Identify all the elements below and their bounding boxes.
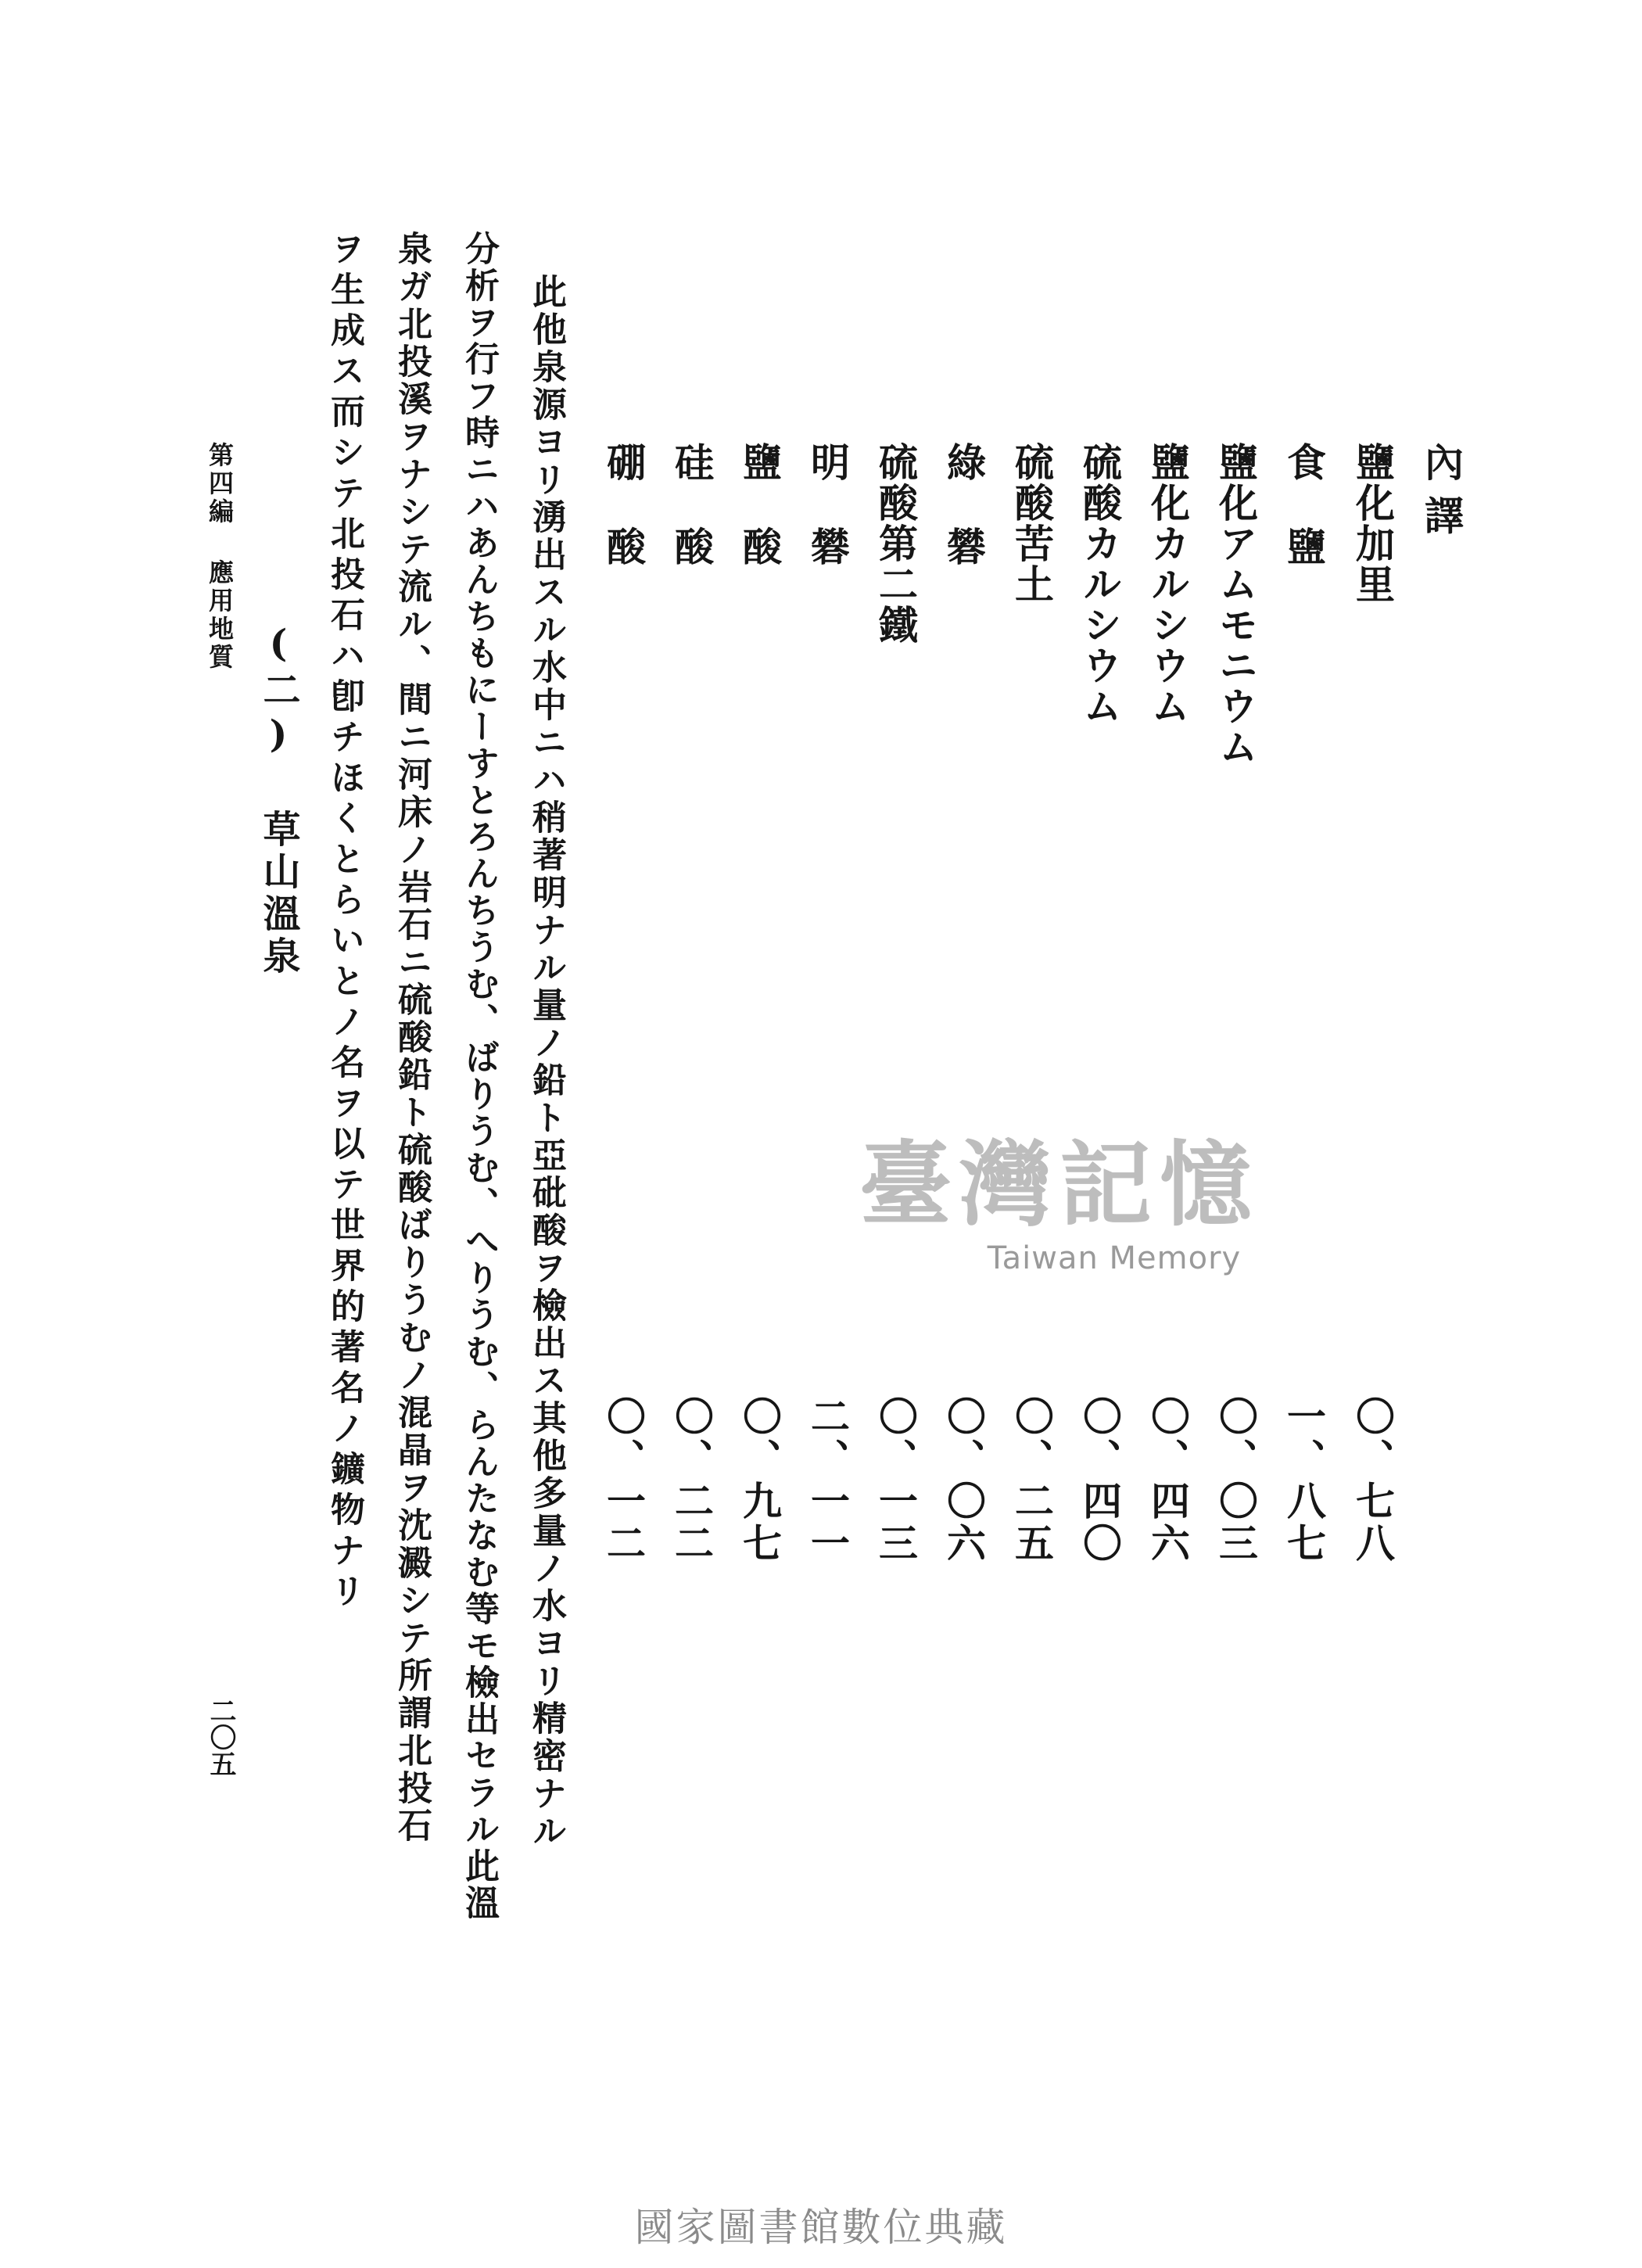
- table-row-value: 〇、一二: [601, 1396, 647, 1565]
- table-row-value: 二、一一: [805, 1396, 851, 1565]
- watermark-title: 臺灣記憶: [859, 1130, 1260, 1239]
- table-row-value: 〇、七八: [1350, 1396, 1396, 1565]
- table-header: 內譯: [1418, 442, 1465, 548]
- paragraph-line: 分析ヲ行フ時ニハあんちもにーすとろんちうむ、ばりうむ、へりうむ、らんたなむ等モ檢出セラル此溫: [459, 231, 499, 1922]
- table-row-name: 鹽化アムモニウム: [1213, 442, 1259, 767]
- table-row-name: 鹽酸: [737, 442, 783, 611]
- watermark: [817, 1130, 1302, 1306]
- table-row-value: 〇、九七: [737, 1396, 783, 1565]
- section-title: (二) 草山溫泉: [256, 622, 300, 978]
- footer-mark: 國家圖書館數位典藏: [634, 2205, 1008, 2250]
- table-row-value: 〇、二二: [669, 1396, 715, 1565]
- table-row-value: 〇、二五: [1009, 1396, 1055, 1565]
- running-head: 第四編 應用地質: [205, 442, 235, 672]
- page-number: 二〇五: [205, 1697, 236, 1777]
- table-row-value: 〇、四〇: [1077, 1396, 1123, 1565]
- table-row-value: 〇、一三: [873, 1396, 919, 1565]
- table-row-value: 一、八七: [1281, 1396, 1327, 1565]
- table-row-name: 食鹽: [1281, 442, 1327, 611]
- paragraph-line: ヲ生成ス而シテ北投石ハ卽チほくとらいとノ名ヲ以テ世界的著名ノ鑛物ナリ: [324, 231, 364, 1613]
- table-row-name: 硫酸カルシウム: [1077, 442, 1123, 727]
- table-row-name: 硼酸: [601, 442, 647, 611]
- table-row-name: 硫酸第二鐵: [873, 442, 919, 645]
- table-row-name: 鹽化加里: [1350, 442, 1396, 605]
- table-row-value: 〇、四六: [1145, 1396, 1191, 1565]
- table-row-value: 〇、〇六: [941, 1396, 987, 1565]
- table-row-name: 明礬: [805, 442, 851, 611]
- table-row-name: 硅酸: [669, 442, 715, 611]
- table-row-name: 綠礬: [941, 442, 987, 611]
- watermark-subtitle: Taiwan Memory: [987, 1240, 1242, 1276]
- table-row-name: 硫酸苦土: [1009, 442, 1055, 605]
- paragraph-line: 此他泉源ヨリ湧出スル水中ニハ稍著明ナル量ノ鉛ト亞砒酸ヲ檢出ス其他多量ノ水ヨリ精密ナル: [526, 274, 566, 1850]
- table-row-name: 鹽化カルシウム: [1145, 442, 1191, 727]
- table-row-value: 〇、〇三: [1213, 1396, 1259, 1565]
- paragraph-line: 泉ガ北投溪ヲナシテ流ル、間ニ河床ノ岩石ニ硫酸鉛ト硫酸ばりうむノ混晶ヲ沈澱シテ所謂北投石: [392, 231, 432, 1845]
